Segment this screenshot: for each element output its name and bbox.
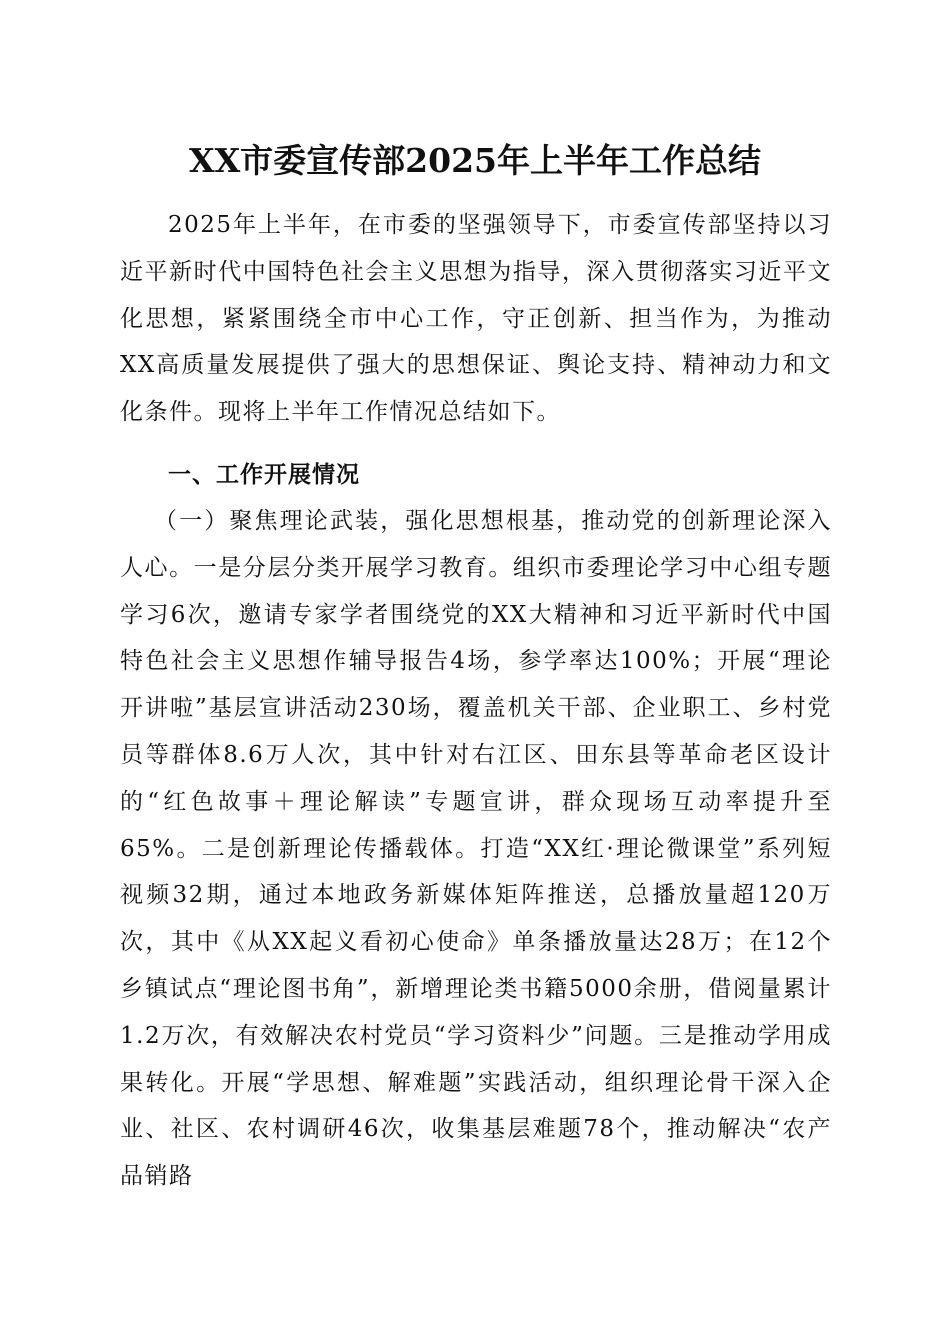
subsection-heading-theory: （一）聚焦理论武装，强化思想根基，推动党的创新理论深入人心。 bbox=[120, 508, 832, 581]
document-title: XX市委宣传部2025年上半年工作总结 bbox=[188, 141, 762, 180]
section-heading-work-progress: 一、工作开展情况 bbox=[168, 462, 360, 488]
subsection-body-theory: 一是分层分类开展学习教育。组织市委理论学习中心组专题学习6次，邀请专家学者围绕党的XX大精神和习近平新时代中国特色社会主义思想作辅导报告4场，参学率达100%；开展“理论开讲啦”基层宣讲活动230场，覆盖机关干部、企业职工、乡村党员等群体8.6万人次，其中针对右江区、田东县等革命老区设计的“红色故事＋理论解读”专题宣讲，群众现场互动率提升至65%。二是创新理论传播载体。打造“XX红·理论微课堂”系列短视频32期，通过本地政务新媒体矩阵推送，总播放量超120万次，其中《从XX起义看初心使命》单条播放量达28万；在12个乡镇试点“理论图书角”，新增理论类书籍5000余册，借阅量累计1.2万次，有效解决农村党员“学习资料少”问题。三是推动学用成果转化。开展“学思想、解难题”实践活动，组织理论骨干深入企业、社区、农村调研46次，收集基层难题78个，推动解决“农产品销路 bbox=[120, 554, 833, 1190]
intro-paragraph: 2025年上半年，在市委的坚强领导下，市委宣传部坚持以习近平新时代中国特色社会主义思想为指导，深入贯彻落实习近平文化思想，紧紧围绕全市中心工作，守正创新、担当作为，为推动XX高质量发展提供了强大的思想保证、舆论支持、精神动力和文化条件。现将上半年工作情况总结如下。 bbox=[120, 212, 832, 426]
subsection-paragraph-theory bbox=[120, 498, 832, 1200]
